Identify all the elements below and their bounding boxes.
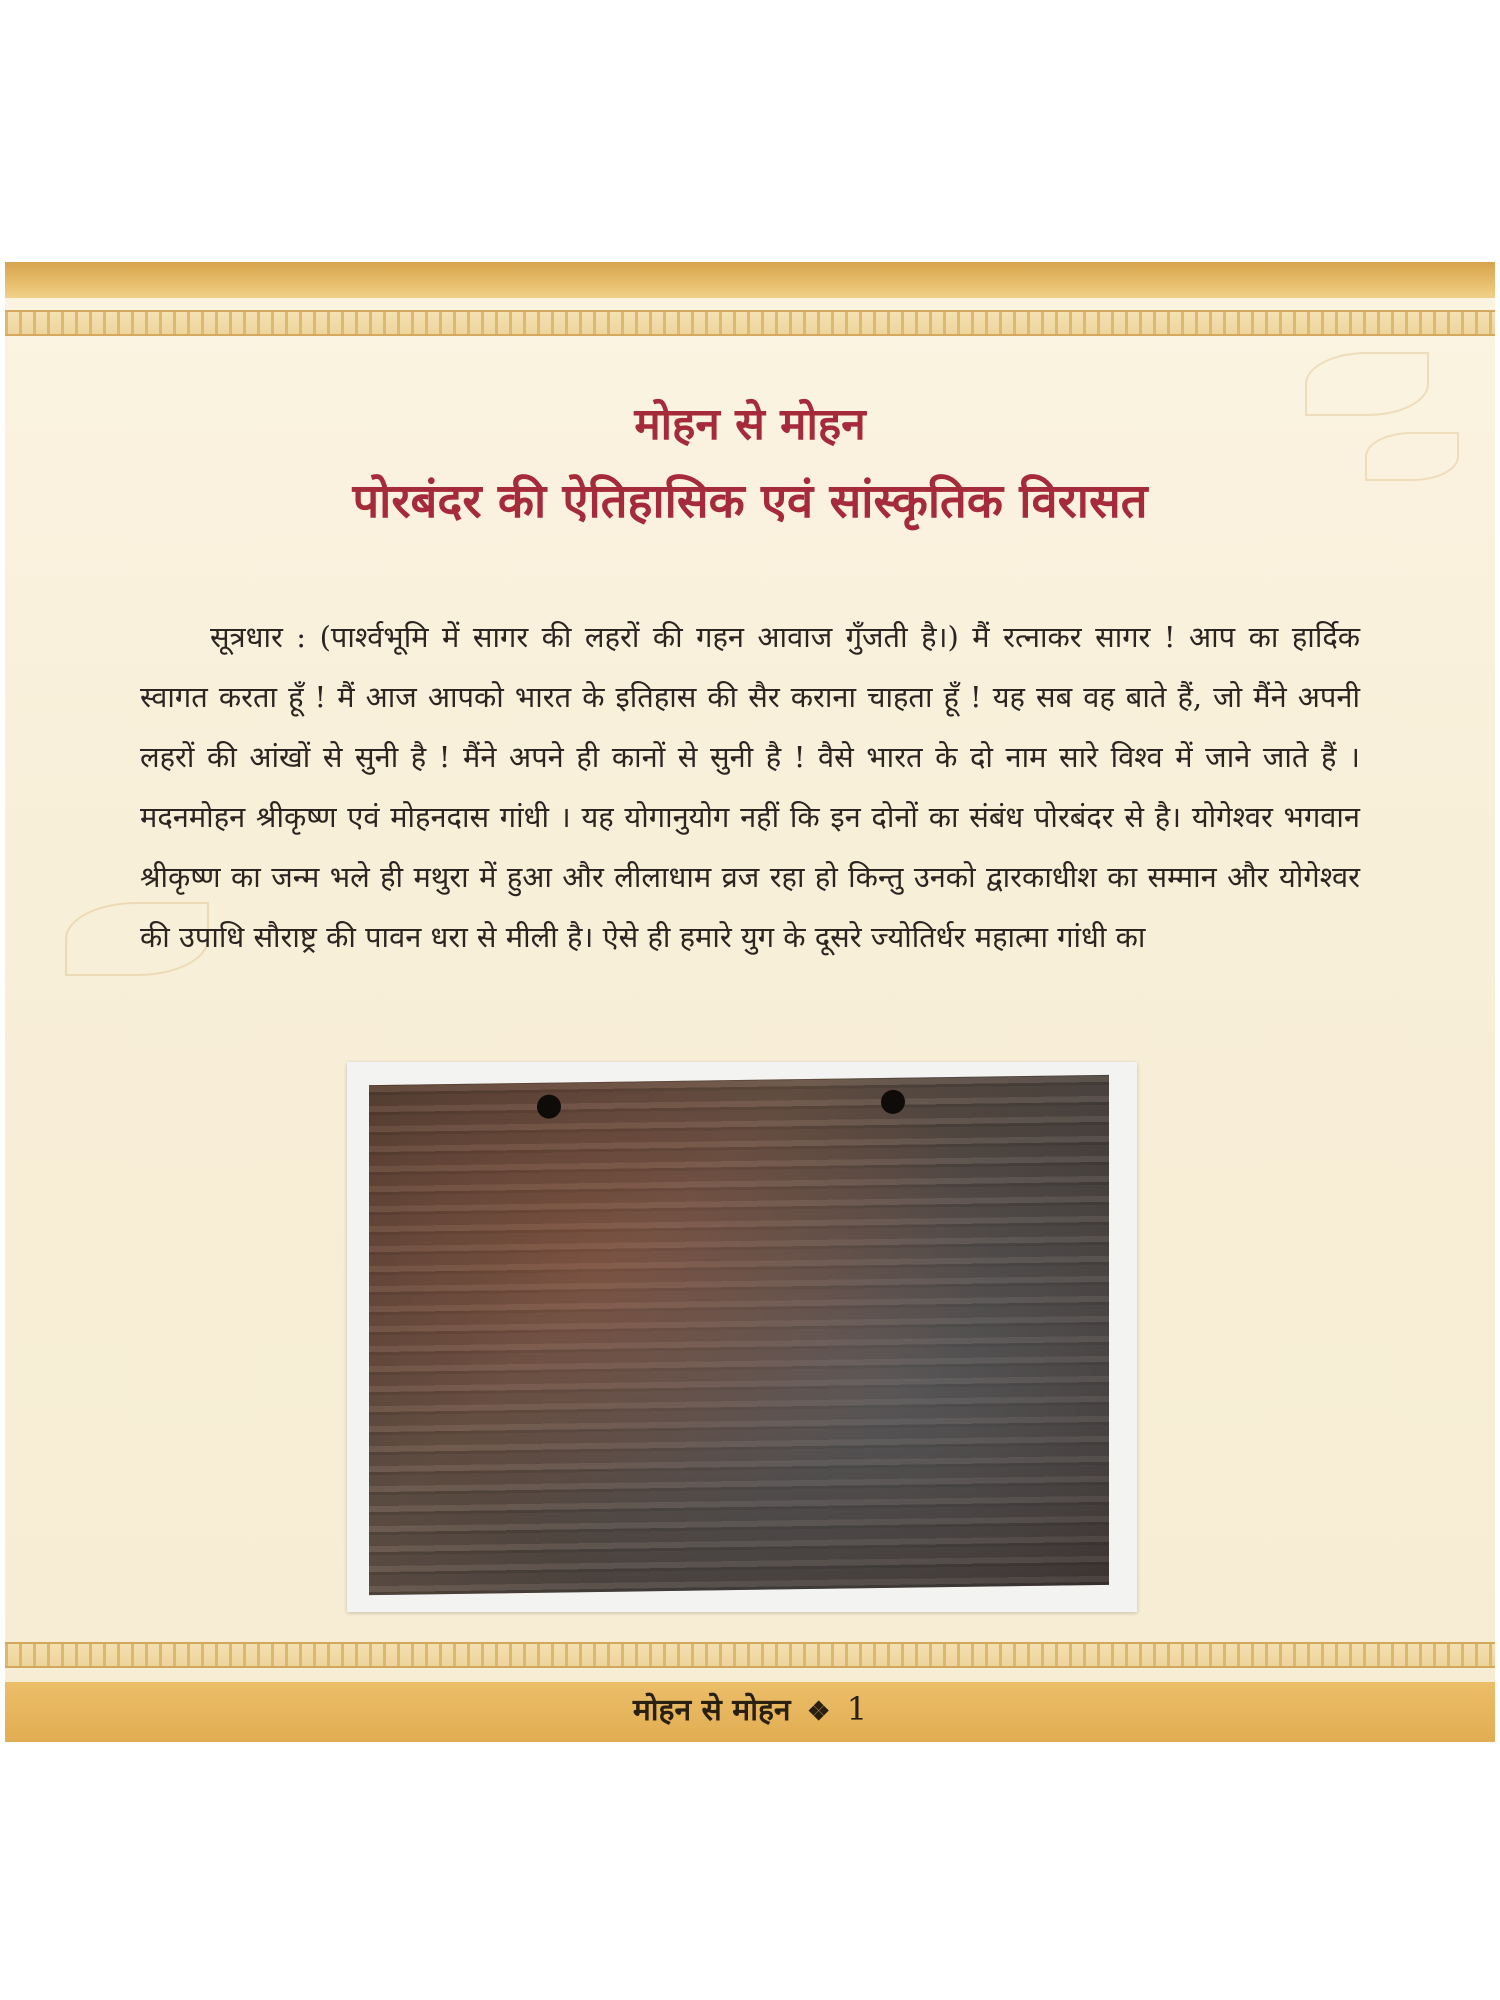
copper-plate-photo [347,1062,1137,1612]
top-gold-band [5,262,1495,298]
plate-hole [881,1090,905,1114]
top-ornamental-border [5,310,1495,336]
inscribed-plate-image [369,1075,1109,1595]
page-footer [5,1688,1495,1729]
page-number: 1 [846,1690,868,1728]
page-subtitle: पोरबंदर की ऐतिहासिक एवं सांस्कृतिक विरासत [352,474,1148,529]
page-panel [5,262,1495,1742]
footer-running-title: मोहन से मोहन [632,1693,791,1728]
bottom-ornamental-border [5,1642,1495,1668]
diamond-ornament-icon: ❖ [807,1697,831,1727]
plate-hole [537,1094,561,1118]
page-title: मोहन से मोहन [634,399,866,450]
body-paragraph: सूत्रधार : (पार्श्वभूमि में सागर की लहरों की गहन आवाज गुँजती है।) मैं रत्नाकर सागर ! आप का हार्दिक स्वागत करता हूँ ! मैं आज आपको भारत के इतिहास की सैर कराना चाहता हूँ ! यह सब वह बाते हैं, जो मैंने अपनी लहरों की आंखों से सुनी है ! मैंने अपने ही कानों से सुनी है ! वैसे भारत के दो नाम सारे विश्व में जाने जाते हैं । मदनमोहन श्रीकृष्ण एवं मोहनदास गांधी । यह योगानुयोग नहीं कि इन दोनों का संबंध पोरबंदर से है। योगेश्वर भगवान श्रीकृष्ण का जन्म भले ही मथुरा में हुआ और लीलाधाम व्रज रहा हो किन्तु उनको द्वारकाधीश का सम्मान और योगेश्वर की उपाधि सौराष्ट्र की पावन धरा से मीली है। ऐसे ही हमारे युग के दूसरे ज्योतिर्धर महात्मा गांधी का [140,620,1360,954]
